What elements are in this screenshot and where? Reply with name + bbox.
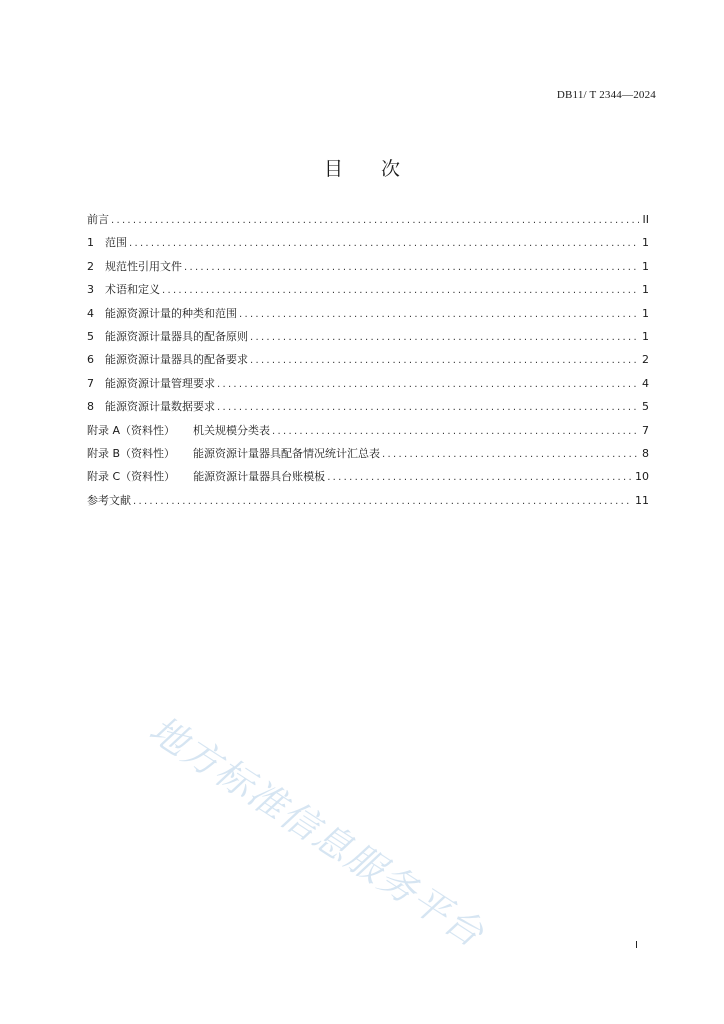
toc-entry-number: 5 xyxy=(87,329,94,343)
toc-entry-page: 4 xyxy=(642,376,649,390)
toc-entry-5[interactable] xyxy=(87,328,649,351)
toc-entry-page: 11 xyxy=(635,493,649,507)
toc-appendix-title: 能源资源计量器具台账模板 xyxy=(193,470,326,484)
toc-entry-label: 能源资源计量的种类和范围 xyxy=(105,306,237,320)
toc-appendix-title: 能源资源计量器具配备情况统计汇总表 xyxy=(193,446,381,460)
title-char-2: 次 xyxy=(381,158,401,180)
toc-leader-dots xyxy=(327,472,631,483)
toc-entry-references[interactable] xyxy=(87,492,649,515)
toc-entry-label: 术语和定义 xyxy=(105,283,160,297)
toc-entry-number: 1 xyxy=(87,236,94,250)
toc-entry-page: 10 xyxy=(635,470,649,484)
table-of-contents xyxy=(87,211,649,515)
toc-entry-page: 1 xyxy=(642,329,649,343)
toc-entry-page: 1 xyxy=(642,283,649,297)
watermark: 地方标准信息服务平台 xyxy=(141,707,493,957)
toc-entry-label: 能源资源计量器具的配备原则 xyxy=(105,329,248,343)
toc-entry-number: 2 xyxy=(87,259,94,273)
toc-entry-page: 5 xyxy=(642,400,649,414)
toc-entry-page: 2 xyxy=(642,353,649,367)
toc-entry-appendix-b[interactable] xyxy=(87,445,649,468)
toc-entry-page: 1 xyxy=(642,306,649,320)
toc-entry-2[interactable] xyxy=(87,258,649,281)
page-title xyxy=(0,154,724,181)
toc-entry-number: 3 xyxy=(87,283,94,297)
toc-leader-dots xyxy=(272,426,638,437)
toc-leader-dots xyxy=(133,496,631,507)
toc-entry-number: 6 xyxy=(87,353,94,367)
toc-leader-dots xyxy=(250,332,638,343)
toc-entry-7[interactable] xyxy=(87,375,649,398)
toc-entry-appendix-c[interactable] xyxy=(87,468,649,491)
toc-entry-page: 8 xyxy=(642,446,649,460)
title-char-1: 目 xyxy=(323,158,343,180)
toc-leader-dots xyxy=(250,355,638,366)
toc-leader-dots xyxy=(111,215,639,226)
toc-entry-label: 规范性引用文件 xyxy=(105,259,182,273)
toc-leader-dots xyxy=(239,309,638,320)
toc-appendix-label: 附录 C（资料性） xyxy=(87,470,176,484)
toc-appendix-title: 机关规模分类表 xyxy=(193,423,271,437)
toc-entry-6[interactable] xyxy=(87,351,649,374)
toc-entry-page: 7 xyxy=(642,423,649,437)
toc-entry-page: 1 xyxy=(642,236,649,250)
toc-leader-dots xyxy=(217,402,638,413)
footer-page-number: I xyxy=(635,940,638,951)
toc-leader-dots xyxy=(382,449,638,460)
toc-entry-8[interactable] xyxy=(87,398,649,421)
toc-entry-label: 参考文献 xyxy=(87,493,131,507)
toc-entry-1[interactable] xyxy=(87,234,649,257)
toc-entry-foreword[interactable] xyxy=(87,211,649,234)
toc-leader-dots xyxy=(184,262,638,273)
toc-entry-appendix-a[interactable] xyxy=(87,422,649,445)
toc-entry-number: 8 xyxy=(87,400,94,414)
toc-entry-label: 能源资源计量管理要求 xyxy=(105,376,215,390)
toc-entry-label: 前言 xyxy=(87,213,109,226)
toc-entry-number: 7 xyxy=(87,376,94,390)
toc-appendix-label: 附录 A（资料性） xyxy=(87,423,176,437)
toc-entry-3[interactable] xyxy=(87,281,649,304)
toc-entry-label: 能源资源计量数据要求 xyxy=(105,400,215,414)
toc-entry-label: 能源资源计量器具的配备要求 xyxy=(105,353,248,367)
toc-leader-dots xyxy=(129,238,638,249)
toc-entry-page: 1 xyxy=(642,259,649,273)
toc-leader-dots xyxy=(217,379,638,390)
toc-entry-4[interactable] xyxy=(87,305,649,328)
toc-entry-label: 范围 xyxy=(105,236,127,250)
document-code: DB11/ T 2344—2024 xyxy=(556,89,656,101)
toc-entry-page: II xyxy=(642,213,649,226)
toc-entry-number: 4 xyxy=(87,306,94,320)
toc-leader-dots xyxy=(162,285,638,296)
toc-appendix-label: 附录 B（资料性） xyxy=(87,446,176,460)
